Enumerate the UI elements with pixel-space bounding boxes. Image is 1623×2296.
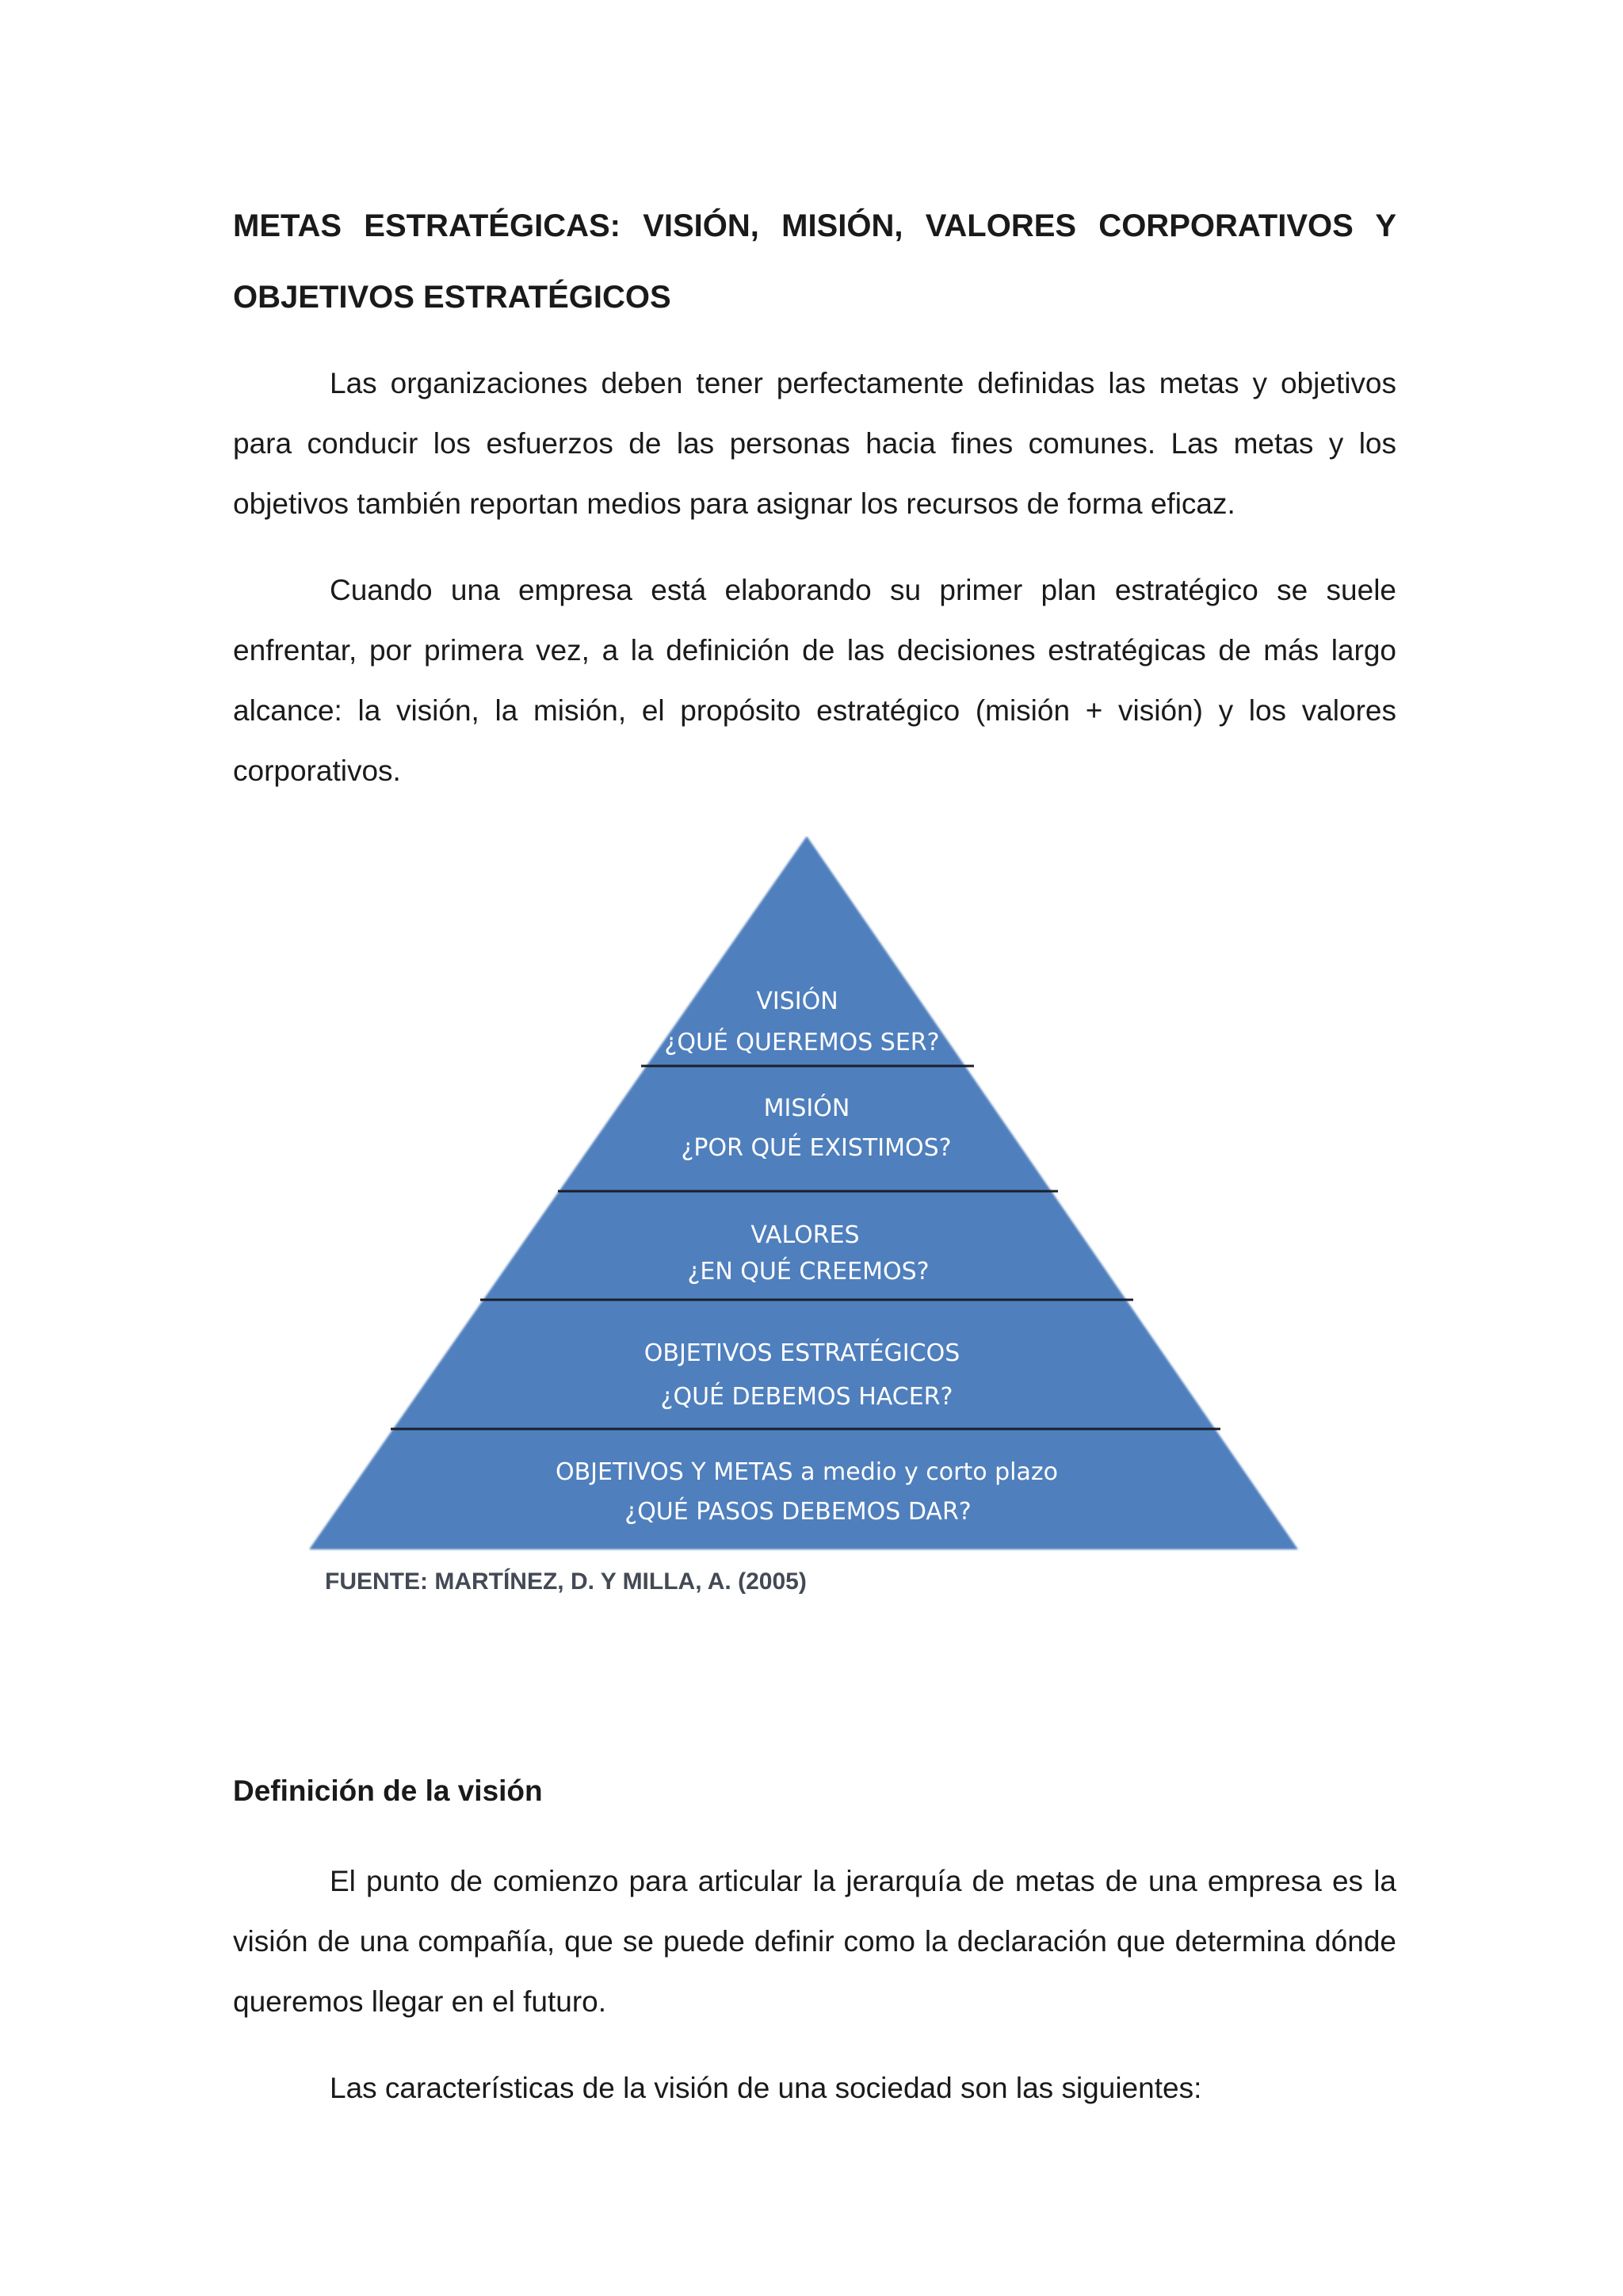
pyramid-shape: [309, 836, 1298, 1549]
pyramid-level-2-title: MISIÓN: [763, 1095, 850, 1122]
pyramid-level-2-question: ¿POR QUÉ EXISTIMOS?: [681, 1134, 952, 1162]
pyramid-diagram: [309, 836, 1316, 1613]
pyramid-level-1-question: ¿QUÉ QUEREMOS SER?: [664, 1029, 940, 1056]
strategic-plan-paragraph: Cuando una empresa está elaborando su primer plan estratégico se suele enfrentar, por primera vez, a la definición de las decisiones estratégicas de más largo alcance: la visión, la misión, el propósito estratégico (misión + visión) y los valores corporativos.: [233, 574, 1396, 787]
pyramid-level-1-title: VISIÓN: [756, 988, 838, 1015]
strategic-goals-pyramid-figure: [309, 836, 1316, 1613]
pyramid-level-3-title: VALORES: [750, 1221, 860, 1249]
pyramid-level-4-question: ¿QUÉ DEBEMOS HACER?: [660, 1383, 953, 1411]
pyramid-level-4-title: OBJETIVOS ESTRATÉGICOS: [643, 1339, 960, 1367]
vision-definition-paragraph: El punto de comienzo para articular la jerarquía de metas de una empresa es la visión de una compañía, que se puede definir como la declaración que determina dónde queremos llegar en el futuro.: [233, 1865, 1396, 2018]
vision-characteristics-paragraph: Las características de la visión de una sociedad son las siguientes:: [330, 2072, 1202, 2104]
pyramid-level-5-question: ¿QUÉ PASOS DEBEMOS DAR?: [624, 1498, 972, 1526]
document-title: METAS ESTRATÉGICAS: VISIÓN, MISIÓN, VALORES CORPORATIVOS Y OBJETIVOS ESTRATÉGICOS: [233, 208, 1396, 315]
pyramid-level-5-title: OBJETIVOS Y METAS a medio y corto plazo: [555, 1458, 1059, 1486]
section-heading-vision: Definición de la visión: [233, 1775, 543, 1807]
figure-source-caption: FUENTE: MARTÍNEZ, D. Y MILLA, A. (2005): [325, 1568, 807, 1595]
intro-paragraph: Las organizaciones deben tener perfectamente definidas las metas y objetivos para conducir los esfuerzos de las personas hacia fines comunes. Las metas y los objetivos también reportan medios para asignar los recursos de forma eficaz.: [233, 367, 1396, 520]
pyramid-level-3-question: ¿EN QUÉ CREEMOS?: [687, 1258, 930, 1286]
